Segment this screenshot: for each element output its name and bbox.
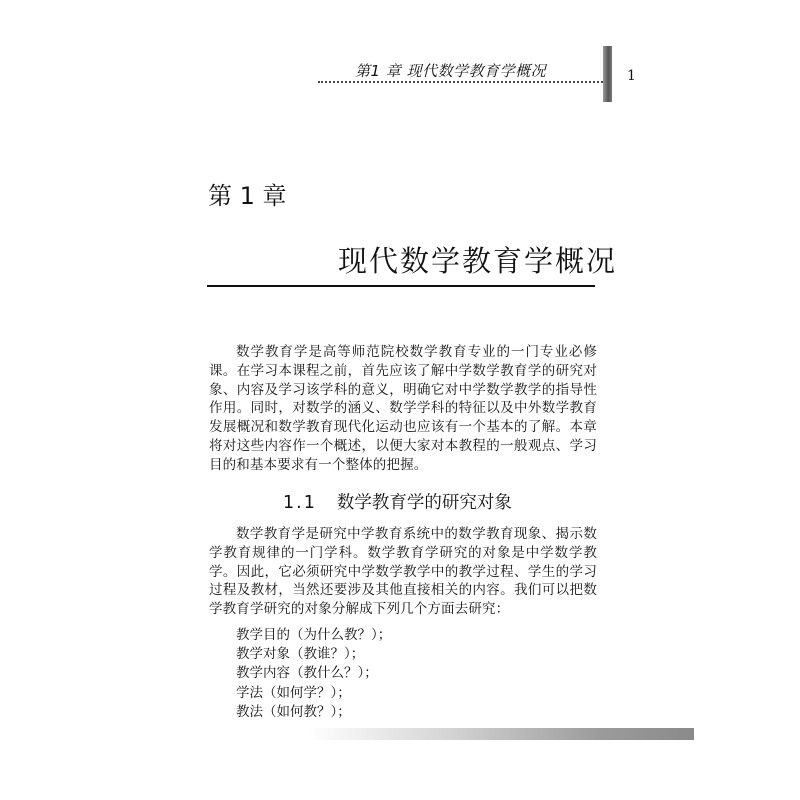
list-item: 教学内容（教什么？）；: [236, 665, 378, 682]
list-item: 教法（如何教？）；: [236, 703, 351, 720]
header-side-bar: [603, 46, 612, 102]
chapter-title-rule: [207, 285, 595, 287]
chapter-title: 现代数学教育学概况: [338, 244, 618, 278]
research-aspects-list: [236, 626, 391, 722]
list-item: 教学目的（为什么教？）；: [236, 627, 392, 643]
list-item: 学法（如何学？）；: [236, 684, 351, 701]
list-item: 教学对象（教谁？）；: [236, 646, 365, 663]
header-dotted-rule: [318, 81, 603, 83]
section-paragraph: 数学教育学是研究中学教育系统中的数学教育现象、揭示数学教育规律的一门学科。数学教育学研究的对象是中学数学教学。因此，它必须研究中学数学教学中的教学过程、学生的学习过程及教材，当然还要涉及其他直接相关的内容。我们可以把数学教育学研究的对象分解成下列几个方面去研究：: [209, 526, 597, 618]
running-header-title: 第1 章 现代数学教育学概况: [355, 62, 547, 80]
page-number: 1: [627, 68, 636, 84]
section-title: 数学教育学的研究对象: [336, 493, 512, 513]
section-number: 1.1: [283, 493, 317, 513]
chapter-label: 第 1 章: [208, 182, 287, 210]
intro-paragraph: 数学教育学是高等师范院校数学教育专业的一门专业必修课。在学习本课程之前，首先应该了解中学数学教育学的研究对象、内容及学习该学科的意义，明确它对中学数学教学的指导性作用。同时，对数学的涵义、数学学科的特征以及中外数学教育发展概况和数学教育现代化运动也应该有一个基本的了解。本章将对这些内容作一个概述，以便大家对本教程的一般观点、学习目的和基本要求有一个整体的把握。: [209, 344, 597, 473]
section-heading: [283, 489, 512, 514]
footer-gradient-bar: [308, 728, 694, 740]
